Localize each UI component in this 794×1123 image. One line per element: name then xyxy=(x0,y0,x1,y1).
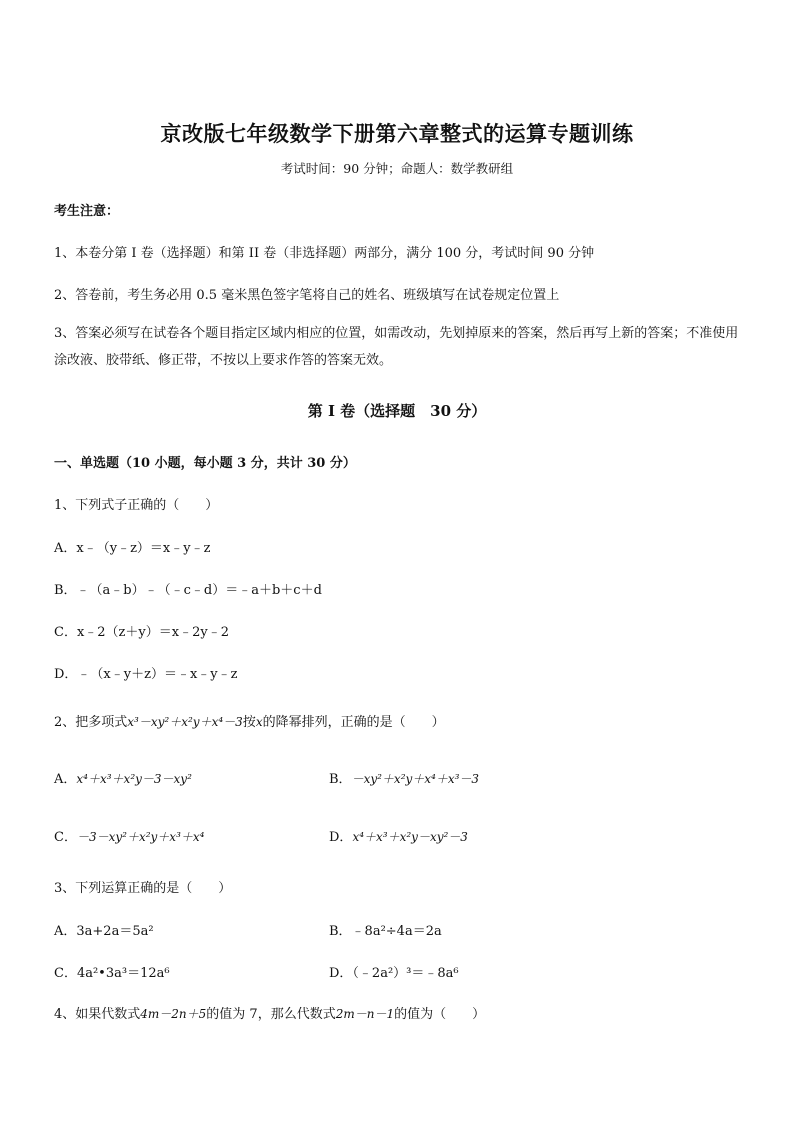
notice-item-3: 3、答案必须写在试卷各个题目指定区域内相应的位置，如需改动，先划掉原来的答案，然后再写上新的答案；不准使用涂改液、胶带纸、修正带，不按以上要求作答的答案无效。 xyxy=(54,326,739,368)
option-b-label: B． xyxy=(329,772,352,787)
question-4-expression-2: 2m－n－1 xyxy=(335,1007,395,1021)
question-2-polynomial: x³－xy²＋x²y＋x⁴－3 xyxy=(127,715,243,729)
question-3-option-c: C．4a²•3a³＝12a⁶ xyxy=(54,966,170,981)
question-3-option-a: A．3a+2a＝5a² xyxy=(54,924,154,939)
option-b-expression: －xy²＋x²y＋x⁴＋x³－3 xyxy=(351,772,480,786)
question-1-option-d: D．﹣（x﹣y＋z）＝﹣x﹣y﹣z xyxy=(54,667,238,682)
question-2-variable: x xyxy=(255,715,263,729)
notice-item-1: 1、本卷分第 I 卷（选择题）和第 II 卷（非选择题）两部分，满分 100 分，考试时间 90 分钟 xyxy=(54,246,595,261)
question-1-stem: 1、下列式子正确的（ ） xyxy=(54,498,219,513)
question-2-mid: 按 xyxy=(242,715,256,730)
question-2-option-c xyxy=(54,826,204,845)
question-2-option-a xyxy=(54,768,192,787)
question-4-expression-1: 4m－2n＋5 xyxy=(140,1007,207,1021)
option-d-label: D． xyxy=(329,830,353,845)
question-2-prefix: 2、把多项式 xyxy=(54,715,128,730)
question-2-suffix: 的降幂排列，正确的是（ ） xyxy=(262,715,445,730)
question-1-option-b: B．﹣（a﹣b）﹣（﹣c﹣d）＝﹣a＋b＋c＋d xyxy=(54,583,322,598)
question-3-option-d: D．（﹣2a²）³＝﹣8a⁶ xyxy=(329,966,459,981)
option-d-expression: x⁴＋x³＋x²y－xy²－3 xyxy=(352,830,468,844)
section-title: 第 I 卷（选择题 30 分） xyxy=(307,402,487,420)
option-a-expression: x⁴＋x³＋x²y－3－xy² xyxy=(76,772,192,786)
notice-heading: 考生注意： xyxy=(54,204,120,219)
question-4-mid: 的值为 7，那么代数式 xyxy=(206,1007,336,1022)
notice-item-2: 2、答卷前，考生务必用 0.5 毫米黑色签字笔将自己的姓名、班级填写在试卷规定位置上 xyxy=(54,288,560,303)
option-a-label: A． xyxy=(54,772,77,787)
exam-info: 考试时间：90 分钟；命题人：数学教研组 xyxy=(280,161,514,176)
question-4-suffix: 的值为（ ） xyxy=(394,1007,486,1022)
question-4-stem xyxy=(54,1003,485,1022)
question-2-stem xyxy=(54,711,445,730)
question-1-option-a: A．x﹣（y﹣z）＝x﹣y﹣z xyxy=(54,541,211,556)
question-2-option-d xyxy=(329,826,468,845)
part-heading: 一、单选题（10 小题，每小题 3 分，共计 30 分） xyxy=(54,456,356,471)
question-3-option-b: B．﹣8a²÷4a＝2a xyxy=(329,924,442,939)
page-title: 京改版七年级数学下册第六章整式的运算专题训练 xyxy=(160,121,634,146)
question-3-stem: 3、下列运算正确的是（ ） xyxy=(54,881,232,896)
question-1-option-c: C．x﹣2（z＋y）＝x﹣2y﹣2 xyxy=(54,625,229,640)
option-c-expression: －3－xy²＋x²y＋x³＋x⁴ xyxy=(76,830,205,844)
question-4-prefix: 4、如果代数式 xyxy=(54,1007,141,1022)
option-c-label: C． xyxy=(54,830,77,845)
question-2-option-b xyxy=(329,768,479,787)
